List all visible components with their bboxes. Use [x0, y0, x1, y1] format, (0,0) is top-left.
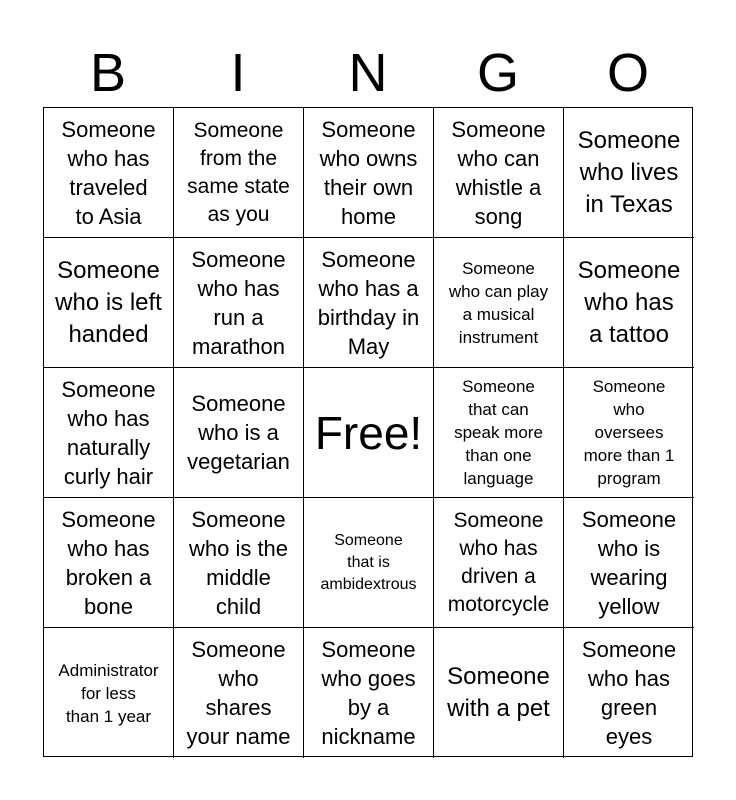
bingo-cell-r3c4[interactable] [434, 368, 564, 498]
cell-text: Someone who can play a musical instrument [448, 258, 549, 347]
cell-text: Someone who can whistle a song [451, 116, 546, 229]
bingo-cell-r1c3[interactable] [304, 108, 434, 238]
cell-text: Someone that can speak more than one language [454, 377, 543, 488]
bingo-cell-r2c4[interactable] [434, 238, 564, 368]
bingo-cell-r3c2[interactable] [174, 368, 304, 498]
cell-text: Someone who has run a marathon [191, 246, 286, 359]
cell-text: Someone who is left handed [55, 256, 162, 348]
bingo-cell-r2c3[interactable] [304, 238, 434, 368]
bingo-cell-r2c2[interactable] [174, 238, 304, 368]
bingo-cell-r5c1[interactable] [44, 628, 174, 758]
cell-text: Someone who oversees more than 1 program [583, 377, 675, 488]
bingo-board [43, 107, 693, 757]
header-letter-g: G [476, 43, 519, 103]
bingo-cell-r5c5[interactable] [564, 628, 694, 758]
cell-text: Someone from the same state as you [187, 118, 290, 226]
cell-text: Someone with a pet [447, 663, 550, 722]
bingo-cell-r1c2[interactable] [174, 108, 304, 238]
cell-text: Someone who owns their own home [319, 116, 418, 229]
cell-text: Administrator for less than 1 year [58, 660, 159, 726]
bingo-header [43, 40, 693, 106]
cell-text: Someone who is a vegetarian [187, 391, 290, 474]
cell-text: Someone who has a birthday in May [317, 246, 420, 359]
free-space-text: Free! [314, 406, 423, 459]
bingo-cell-r1c1[interactable] [44, 108, 174, 238]
cell-text: Someone who has traveled to Asia [61, 116, 156, 229]
cell-text: Someone who has green eyes [581, 637, 677, 749]
cell-text: Someone who has a tattoo [577, 256, 681, 348]
cell-text: Someone who goes by a nickname [321, 637, 416, 749]
cell-text: Someone who has driven a motorcycle [447, 508, 550, 616]
header-letter-n: N [348, 43, 388, 103]
cell-text: Someone who has broken a bone [61, 506, 156, 619]
header-letter-o: O [606, 43, 649, 103]
bingo-cell-r3c1[interactable] [44, 368, 174, 498]
bingo-cell-r4c3[interactable] [304, 498, 434, 628]
header-letter-b: B [89, 43, 127, 103]
bingo-cell-r4c4[interactable] [434, 498, 564, 628]
header-letter-i: I [230, 43, 246, 103]
bingo-cell-free[interactable] [304, 368, 434, 498]
bingo-cell-r5c2[interactable] [174, 628, 304, 758]
cell-text: Someone that is ambidextrous [320, 531, 417, 593]
bingo-cell-r5c4[interactable] [434, 628, 564, 758]
bingo-cell-r4c2[interactable] [174, 498, 304, 628]
bingo-cell-r4c1[interactable] [44, 498, 174, 628]
bingo-cell-r5c3[interactable] [304, 628, 434, 758]
cell-text: Someone who has naturally curly hair [61, 376, 156, 489]
bingo-cell-r2c5[interactable] [564, 238, 694, 368]
cell-text: Someone who lives in Texas [577, 126, 681, 218]
cell-text: Someone who is the middle child [188, 506, 289, 619]
bingo-cell-r1c4[interactable] [434, 108, 564, 238]
cell-text: Someone who is wearing yellow [581, 506, 677, 619]
bingo-cell-r2c1[interactable] [44, 238, 174, 368]
bingo-cell-r3c5[interactable] [564, 368, 694, 498]
bingo-cell-r4c5[interactable] [564, 498, 694, 628]
cell-text: Someone who shares your name [186, 637, 291, 749]
bingo-cell-r1c5[interactable] [564, 108, 694, 238]
